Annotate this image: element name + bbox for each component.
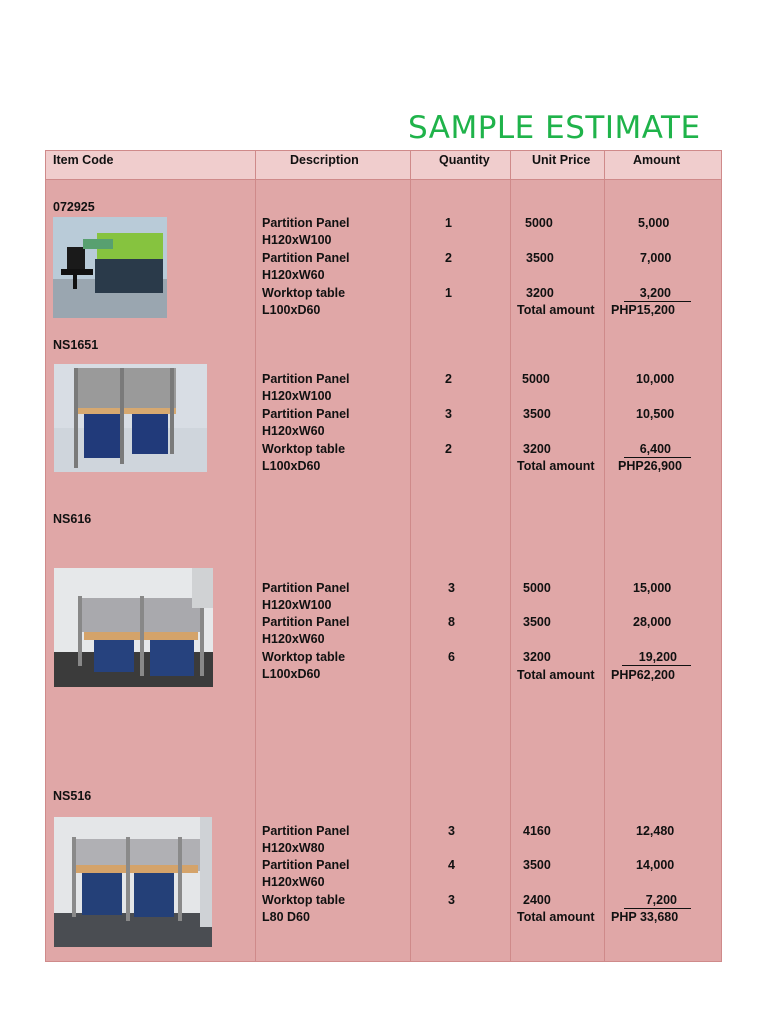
total-amount: PHP62,200 <box>611 668 675 682</box>
item-quantity: 6 <box>448 650 455 664</box>
item-unit-price: 3200 <box>523 442 551 456</box>
item-description: Partition Panel <box>262 615 350 629</box>
item-size: H120xW60 <box>262 268 325 282</box>
item-description: Partition Panel <box>262 372 350 386</box>
item-description: Partition Panel <box>262 216 350 230</box>
item-description: Partition Panel <box>262 858 350 872</box>
item-code: 072925 <box>53 200 95 214</box>
item-amount: 6,400 <box>624 442 691 458</box>
item-description: Partition Panel <box>262 581 350 595</box>
item-quantity: 4 <box>448 858 455 872</box>
item-amount: 10,000 <box>636 372 675 386</box>
item-amount: 5,000 <box>638 216 670 230</box>
item-description: Worktop table <box>262 650 346 664</box>
item-description: Partition Panel <box>262 824 350 838</box>
product-photo-ns1651 <box>54 364 207 472</box>
column-divider <box>410 151 411 961</box>
total-amount: PHP15,200 <box>611 303 675 317</box>
item-unit-price: 3500 <box>526 251 554 265</box>
item-description: Partition Panel <box>262 407 350 421</box>
table-header-row <box>46 151 721 180</box>
item-amount: 7,200 <box>624 893 691 909</box>
item-description: Partition Panel <box>262 251 350 265</box>
header-amount: Amount <box>633 153 681 167</box>
item-unit-price: 5000 <box>523 581 551 595</box>
item-code: NS616 <box>53 512 92 526</box>
item-unit-price: 3200 <box>526 286 554 300</box>
item-quantity: 2 <box>445 251 452 265</box>
item-size: H120xW100 <box>262 233 332 247</box>
total-label: Total amount <box>517 668 595 682</box>
item-description: Worktop table <box>262 893 346 907</box>
item-amount: 19,200 <box>622 650 691 666</box>
total-amount: PHP 33,680 <box>611 910 679 924</box>
item-amount: 15,000 <box>633 581 672 595</box>
item-code: NS1651 <box>53 338 99 352</box>
total-label: Total amount <box>517 459 595 473</box>
header-quantity: Quantity <box>439 153 490 167</box>
header-unit-price: Unit Price <box>532 153 591 167</box>
total-label: Total amount <box>517 910 595 924</box>
item-unit-price: 3200 <box>523 650 551 664</box>
item-size: L100xD60 <box>262 459 321 473</box>
product-photo-072925 <box>53 217 167 318</box>
header-item-code: Item Code <box>53 153 114 167</box>
item-unit-price: 4160 <box>523 824 551 838</box>
item-amount: 7,000 <box>640 251 672 265</box>
item-amount: 10,500 <box>636 407 675 421</box>
item-size: L100xD60 <box>262 667 321 681</box>
item-description: Worktop table <box>262 442 346 456</box>
item-size: H120xW100 <box>262 598 332 612</box>
item-quantity: 8 <box>448 615 455 629</box>
total-label: Total amount <box>517 303 595 317</box>
item-unit-price: 3500 <box>523 407 551 421</box>
item-quantity: 2 <box>445 442 452 456</box>
item-size: H120xW60 <box>262 424 325 438</box>
item-unit-price: 5000 <box>525 216 553 230</box>
total-amount: PHP26,900 <box>618 459 682 473</box>
column-divider <box>510 151 511 961</box>
product-photo-ns516 <box>54 817 212 947</box>
item-quantity: 3 <box>448 581 455 595</box>
item-size: H120xW80 <box>262 841 325 855</box>
item-code: NS516 <box>53 789 92 803</box>
item-unit-price: 5000 <box>522 372 550 386</box>
item-amount: 14,000 <box>636 858 675 872</box>
item-size: H120xW100 <box>262 389 332 403</box>
item-unit-price: 3500 <box>523 858 551 872</box>
item-quantity: 2 <box>445 372 452 386</box>
item-size: L80 D60 <box>262 910 310 924</box>
item-quantity: 1 <box>445 216 452 230</box>
product-photo-ns616 <box>54 568 213 687</box>
item-quantity: 1 <box>445 286 452 300</box>
item-quantity: 3 <box>445 407 452 421</box>
item-unit-price: 2400 <box>523 893 551 907</box>
item-quantity: 3 <box>448 824 455 838</box>
item-size: H120xW60 <box>262 875 325 889</box>
column-divider <box>255 151 256 961</box>
item-amount: 12,480 <box>636 824 675 838</box>
header-description: Description <box>290 153 359 167</box>
item-quantity: 3 <box>448 893 455 907</box>
item-amount: 3,200 <box>624 286 691 302</box>
item-amount: 28,000 <box>633 615 672 629</box>
item-description: Worktop table <box>262 286 346 300</box>
column-divider <box>604 151 605 961</box>
page-title: SAMPLE ESTIMATE <box>408 110 701 146</box>
item-size: L100xD60 <box>262 303 321 317</box>
estimate-table <box>45 150 722 962</box>
item-size: H120xW60 <box>262 632 325 646</box>
item-unit-price: 3500 <box>523 615 551 629</box>
